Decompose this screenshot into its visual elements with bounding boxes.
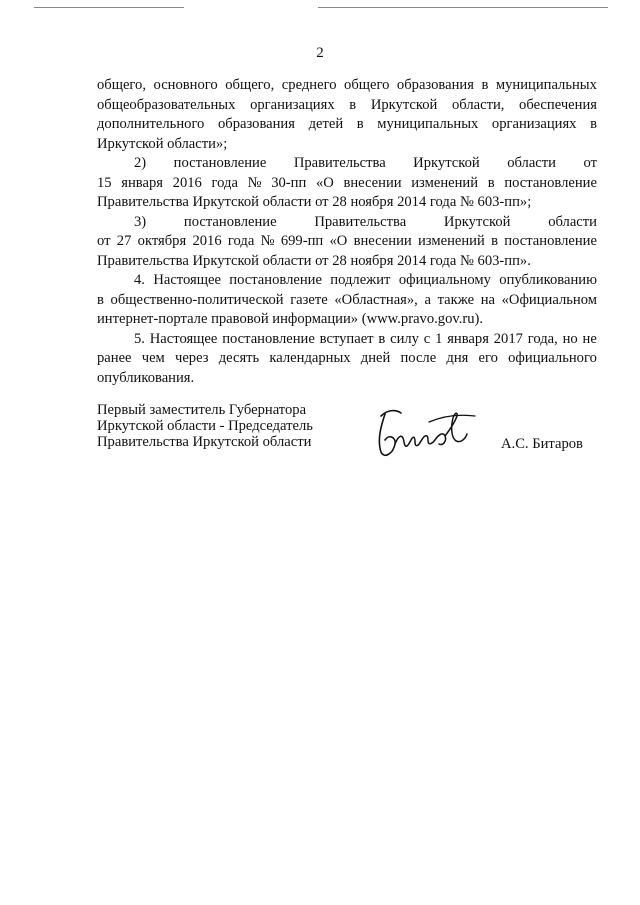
word: января — [447, 330, 489, 347]
handwritten-signature — [371, 404, 491, 462]
word: дополнительного — [97, 116, 205, 132]
word: постановление — [504, 174, 597, 191]
word: постановление — [229, 272, 322, 288]
word: общественно-политической — [110, 291, 284, 308]
word: силу — [390, 330, 419, 347]
word: с — [423, 330, 431, 347]
word: его — [478, 350, 498, 366]
word: образования — [217, 116, 295, 132]
word: 15 — [97, 174, 112, 191]
word: подлежит — [330, 272, 391, 288]
word: обеспечения — [519, 96, 597, 113]
word: газете — [290, 291, 328, 308]
word: общеобразовательных — [97, 96, 236, 113]
word: 2) — [134, 155, 147, 171]
signer-title-line-3: Правительства Иркутской области — [97, 434, 312, 450]
word: в — [481, 77, 489, 93]
body-text — [97, 76, 597, 388]
word: изменений — [418, 233, 485, 249]
word: постановление — [504, 233, 597, 249]
word: Настоящее — [149, 330, 218, 347]
text-line — [97, 174, 597, 194]
word: Иркутской — [413, 155, 480, 171]
word: «Официальном — [501, 291, 597, 308]
word: а — [424, 291, 431, 308]
word: октября — [137, 233, 187, 249]
word: календарных — [269, 350, 351, 366]
text-line: опубликования. — [97, 369, 195, 386]
text-line — [97, 213, 597, 233]
word: основного — [153, 77, 218, 93]
word: области, — [451, 96, 505, 113]
signer-title-line-2: Иркутской области - Председатель — [97, 418, 313, 434]
word: дня — [446, 350, 469, 366]
text-line: интернет-портале правовой информации» (www.pravo.gov.ru). — [97, 311, 484, 327]
word: Правительства — [314, 213, 407, 230]
word: 2017 — [493, 330, 523, 347]
word: официального — [508, 350, 597, 366]
word: вступает — [319, 330, 374, 347]
word: в — [356, 116, 364, 132]
word: внесении — [343, 174, 402, 191]
word: № — [247, 174, 262, 191]
word: области — [548, 213, 597, 230]
word: постановление — [222, 330, 315, 347]
word: 4. — [134, 272, 145, 288]
word: Настоящее — [153, 272, 221, 288]
page-number: 2 — [316, 45, 324, 61]
text-line: Правительства Иркутской области от 28 ноября 2014 года № 603-пп». — [97, 252, 531, 269]
word: в — [590, 116, 597, 132]
word: общего — [344, 77, 390, 93]
word: года — [227, 233, 255, 249]
word: детей — [308, 116, 344, 132]
word: года — [211, 174, 238, 191]
text-line — [97, 96, 597, 116]
signature-block — [97, 402, 597, 482]
text-line — [97, 330, 597, 350]
text-line — [97, 76, 597, 96]
word: образования — [396, 77, 474, 93]
word: 5. — [134, 330, 145, 347]
text-line — [97, 291, 597, 311]
scan-artifact-line-left — [34, 7, 184, 8]
word: организациях — [491, 116, 577, 132]
word: десять — [218, 350, 260, 366]
word: но — [562, 330, 578, 347]
text-line — [97, 271, 597, 291]
word: дней — [360, 350, 391, 366]
text-line: Правительства Иркутской области от 28 ноября 2014 года № 603-пп»; — [97, 194, 532, 210]
word: ранее — [97, 350, 132, 366]
word: № — [260, 233, 275, 249]
word: Иркутской — [370, 96, 438, 113]
word: в — [97, 291, 104, 308]
word: через — [174, 350, 209, 366]
word: в — [349, 96, 357, 113]
word: 1 — [435, 330, 443, 347]
scan-artifact-line-right — [318, 7, 608, 8]
word: после — [400, 350, 437, 366]
word: в — [378, 330, 386, 347]
text-line — [97, 349, 597, 369]
word: 2016 — [172, 174, 202, 191]
word: среднего — [281, 77, 337, 93]
text-line — [97, 154, 597, 174]
word: на — [480, 291, 495, 308]
word: «О — [329, 233, 348, 249]
word: 27 — [116, 233, 132, 249]
word: «Областная», — [334, 291, 418, 308]
word: общего, — [97, 77, 147, 93]
word: также — [437, 291, 475, 308]
word: области — [507, 155, 556, 171]
text-line: Иркутской области»; — [97, 135, 228, 152]
word: муниципальных — [377, 116, 479, 132]
word: не — [582, 330, 597, 347]
word: официальному — [398, 272, 491, 288]
word: в — [487, 174, 495, 191]
word: 3) — [134, 213, 147, 230]
word: постановление — [183, 213, 277, 230]
word: организациях — [250, 96, 335, 113]
signer-name: А.С. Битаров — [501, 436, 583, 452]
signer-title-line-1: Первый заместитель Губернатора — [97, 402, 307, 418]
word: «О — [315, 174, 334, 191]
word: постановление — [173, 155, 267, 171]
word: 699-пп — [280, 233, 324, 249]
word: чем — [141, 350, 165, 366]
word: Иркутской — [443, 213, 511, 230]
word: от — [97, 233, 111, 249]
word: Правительства — [293, 155, 386, 171]
word: опубликованию — [499, 272, 597, 288]
text-line — [97, 115, 597, 135]
word: года, — [527, 330, 558, 347]
text-line — [97, 232, 597, 252]
word: общего, — [225, 77, 275, 93]
word: января — [121, 174, 163, 191]
word: в — [491, 233, 498, 249]
word: 30-пп — [271, 174, 307, 191]
word: муниципальных — [495, 77, 597, 93]
word: изменений — [411, 174, 479, 191]
word: от — [583, 155, 597, 171]
word: внесении — [353, 233, 412, 249]
word: 2016 — [192, 233, 222, 249]
